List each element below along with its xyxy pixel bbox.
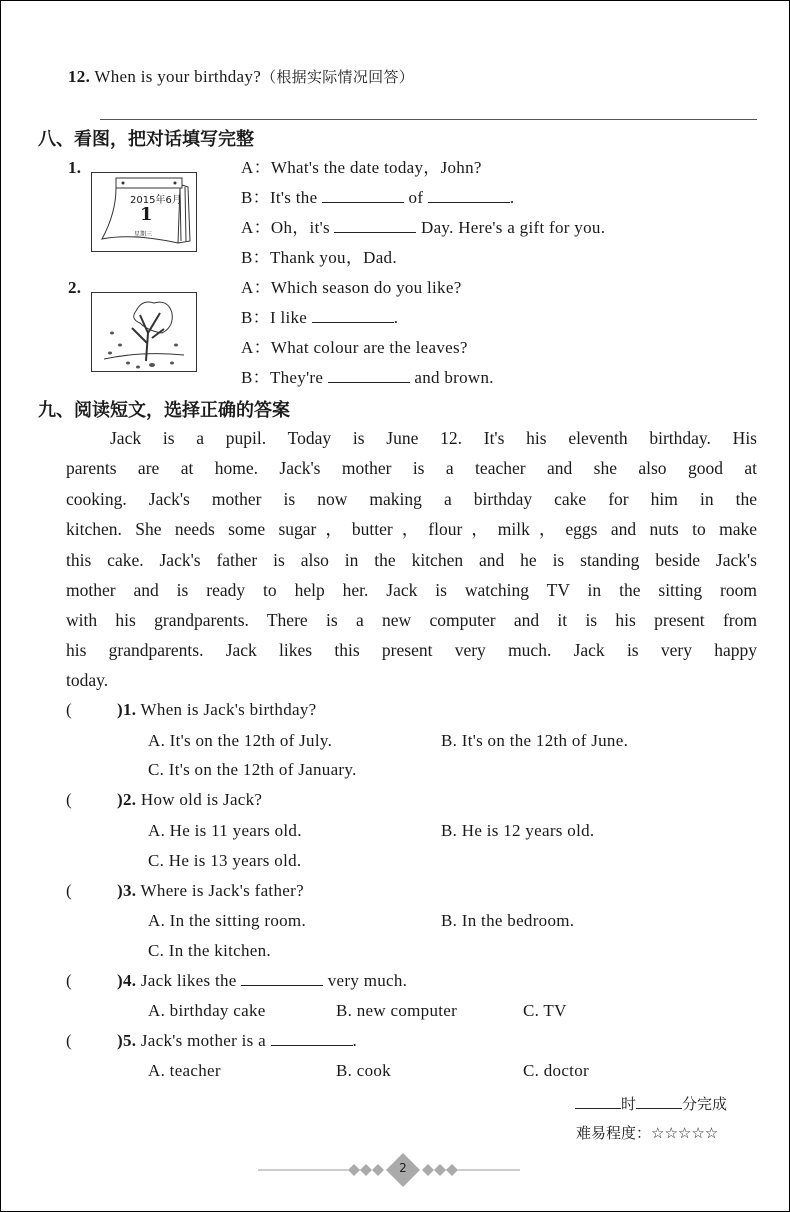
option-b[interactable]: B. In the bedroom. <box>441 911 575 930</box>
answer-blank[interactable] <box>271 1031 353 1046</box>
page-number-ornament <box>255 1150 525 1190</box>
option-c[interactable]: C. TV <box>523 1001 567 1020</box>
dialog-line <box>241 367 494 389</box>
question-number: 12. <box>68 67 91 86</box>
dialog-line: A：What's the date today，John? <box>241 158 482 177</box>
option-c[interactable]: C. It's on the 12th of January. <box>148 760 357 779</box>
question-number: )3. <box>117 881 137 900</box>
question-number: )4. <box>117 971 137 990</box>
question-text: When is Jack's birthday? <box>136 700 317 719</box>
answer-blank[interactable] <box>334 218 416 233</box>
minute-label: 分完成 <box>682 1095 728 1113</box>
section-9-title: 九、阅读短文，选择正确的答案 <box>38 400 290 421</box>
answer-paren[interactable]: ( <box>66 1031 72 1050</box>
passage-line: with his grandparents. There is a new computer and it is his present from <box>66 610 757 630</box>
question-text: Jack likes the <box>136 971 242 990</box>
option-c[interactable]: C. He is 13 years old. <box>148 851 302 870</box>
answer-blank[interactable] <box>322 188 404 203</box>
difficulty-label: 难易程度： <box>576 1124 652 1142</box>
minute-blank[interactable] <box>636 1094 682 1109</box>
option-b[interactable]: B. cook <box>336 1061 391 1080</box>
question-text: . <box>352 1031 358 1050</box>
page-number: 2 <box>399 1161 407 1175</box>
question-2 <box>117 789 262 811</box>
question-text: Jack's mother is a <box>136 1031 271 1050</box>
option-b[interactable]: B. He is 12 years old. <box>441 821 595 840</box>
dialog-line <box>241 187 514 209</box>
answer-paren[interactable]: ( <box>66 700 72 719</box>
question-note: （根据实际情况回答） <box>261 68 415 86</box>
dialog-text: . <box>509 188 515 207</box>
dialog-text: B：They're <box>241 368 328 387</box>
passage-line: cooking. Jack's mother is now making a birthday cake for him in the <box>66 489 757 509</box>
passage-line: this cake. Jack's father is also in the kitchen and he is standing beside Jack's <box>66 550 757 570</box>
difficulty-stars[interactable]: ☆☆☆☆☆ <box>651 1124 719 1142</box>
passage-line: mother and is ready to help her. Jack is watching TV in the sitting room <box>66 580 757 600</box>
passage-line: today. <box>66 670 109 690</box>
dialog-line: A：Which season do you like? <box>241 278 462 297</box>
dialog-line <box>241 217 605 239</box>
dialog-line: B：Thank you，Dad. <box>241 248 397 267</box>
answer-blank[interactable] <box>328 368 410 383</box>
calendar-day: 1 <box>140 204 153 225</box>
option-a[interactable]: A. birthday cake <box>148 1001 266 1020</box>
option-a[interactable]: A. teacher <box>148 1061 221 1080</box>
option-a[interactable]: A. He is 11 years old. <box>148 821 302 840</box>
option-a[interactable]: A. In the sitting room. <box>148 911 306 930</box>
question-text: very much. <box>323 971 408 990</box>
answer-line <box>100 119 757 120</box>
answer-paren[interactable]: ( <box>66 790 72 809</box>
item-number: 1. <box>68 158 82 177</box>
autumn-tree-icon <box>92 293 196 371</box>
answer-blank[interactable] <box>312 308 394 323</box>
question-1 <box>117 699 317 721</box>
option-a[interactable]: A. It's on the 12th of July. <box>148 731 333 750</box>
question-number: )5. <box>117 1031 137 1050</box>
hour-label: 时 <box>621 1095 637 1113</box>
answer-paren[interactable]: ( <box>66 881 72 900</box>
passage-line: kitchen. She needs some sugar，butter，flour，milk，eggs and nuts to make <box>66 519 757 539</box>
answer-paren[interactable]: ( <box>66 971 72 990</box>
dialog-text: . <box>393 308 399 327</box>
question-4 <box>117 970 407 992</box>
question-12 <box>68 66 414 88</box>
completion-time <box>575 1093 727 1114</box>
answer-blank[interactable] <box>241 971 323 986</box>
dialog-text: and brown. <box>409 368 494 387</box>
dialog-text: B：I like <box>241 308 312 327</box>
dialog-text: B：It's the <box>241 188 322 207</box>
calendar-picture <box>91 172 197 252</box>
tree-picture <box>91 292 197 372</box>
question-number: )1. <box>117 700 137 719</box>
dialog-text: of <box>403 188 428 207</box>
calendar-weekday: 星期三 <box>134 231 153 238</box>
difficulty <box>576 1122 718 1143</box>
question-3 <box>117 880 304 902</box>
option-c[interactable]: C. doctor <box>523 1061 589 1080</box>
option-b[interactable]: B. It's on the 12th of June. <box>441 731 629 750</box>
diamond-ornament-icon <box>255 1150 525 1190</box>
answer-blank[interactable] <box>428 188 510 203</box>
calendar-month: 2015年6月 <box>130 195 182 206</box>
item-number: 2. <box>68 278 82 297</box>
question-text: Where is Jack's father? <box>136 881 304 900</box>
passage-line: Jack is a pupil. Today is June 12. It's his eleventh birthday. His <box>110 428 757 448</box>
passage-line: parents are at home. Jack's mother is a teacher and she also good at <box>66 458 757 478</box>
section-8-title: 八、看图，把对话填写完整 <box>38 129 254 150</box>
hour-blank[interactable] <box>575 1094 621 1109</box>
question-text: How old is Jack? <box>136 790 263 809</box>
dialog-text: Day. Here's a gift for you. <box>416 218 606 237</box>
question-text: When is your birthday? <box>90 67 262 86</box>
dialog-line <box>241 307 398 329</box>
dialog-text: A：Oh，it's <box>241 218 335 237</box>
option-b[interactable]: B. new computer <box>336 1001 458 1020</box>
passage-line: his grandparents. Jack likes this present very much. Jack is very happy <box>66 640 757 660</box>
question-5 <box>117 1030 357 1052</box>
option-c[interactable]: C. In the kitchen. <box>148 941 271 960</box>
question-number: )2. <box>117 790 137 809</box>
dialog-line: A：What colour are the leaves? <box>241 338 468 357</box>
